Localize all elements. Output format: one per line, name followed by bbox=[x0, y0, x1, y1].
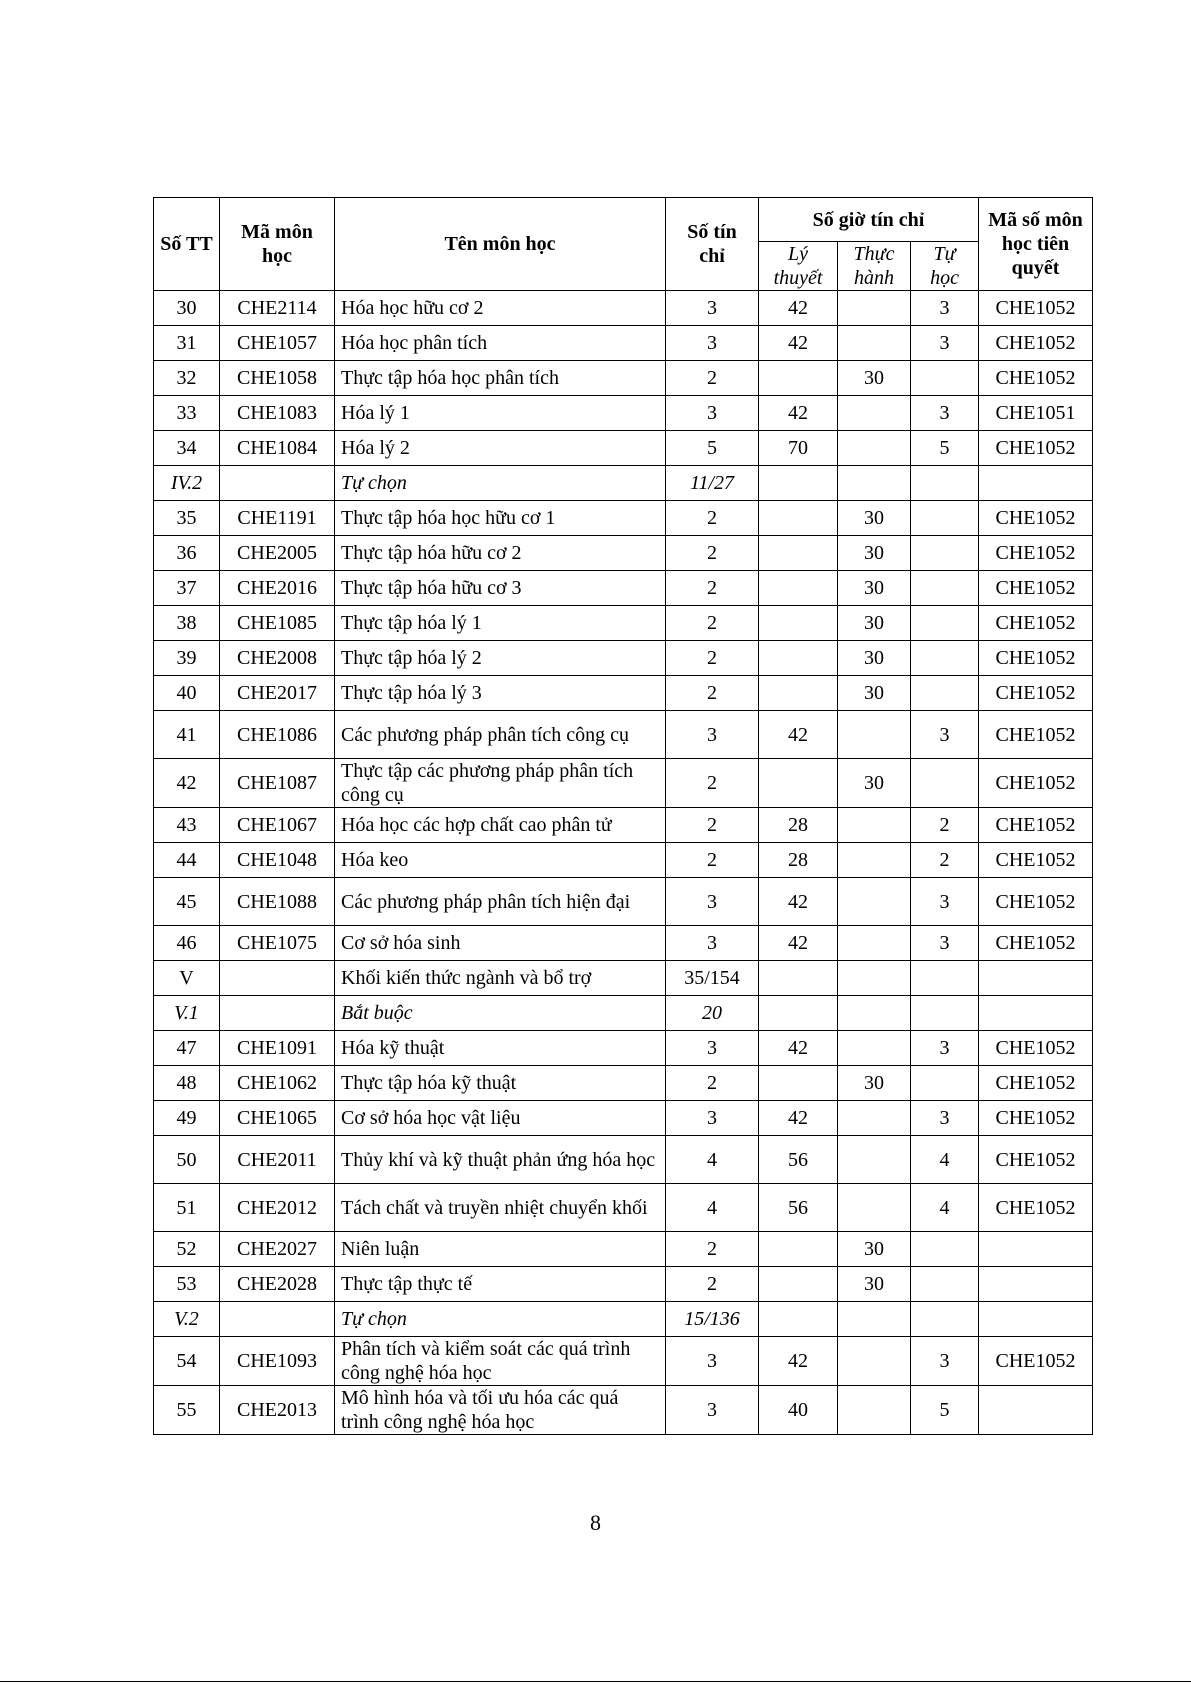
table-row bbox=[154, 878, 1093, 926]
table-row bbox=[154, 1101, 1093, 1136]
table-row bbox=[154, 1232, 1093, 1267]
cell-stt: 46 bbox=[154, 926, 220, 961]
cell-stt: 34 bbox=[154, 431, 220, 466]
cell-practice: 30 bbox=[838, 759, 911, 808]
cell-code: CHE1083 bbox=[220, 396, 335, 431]
cell-prereq: CHE1052 bbox=[979, 1031, 1093, 1066]
cell-stt: 54 bbox=[154, 1337, 220, 1386]
cell-name: Thực tập các phương pháp phân tích công cụ bbox=[335, 759, 666, 808]
cell-prereq: CHE1052 bbox=[979, 1184, 1093, 1232]
cell-name: Thực tập hóa kỹ thuật bbox=[335, 1066, 666, 1101]
cell-code: CHE1087 bbox=[220, 759, 335, 808]
cell-name: Hóa kỹ thuật bbox=[335, 1031, 666, 1066]
cell-practice bbox=[838, 396, 911, 431]
cell-code: CHE2016 bbox=[220, 571, 335, 606]
cell-practice bbox=[838, 711, 911, 759]
cell-code: CHE2013 bbox=[220, 1386, 335, 1435]
cell-stt: 40 bbox=[154, 676, 220, 711]
cell-credits: 2 bbox=[666, 1066, 759, 1101]
cell-practice bbox=[838, 996, 911, 1031]
cell-practice bbox=[838, 1101, 911, 1136]
cell-self-study: 3 bbox=[911, 1031, 979, 1066]
cell-name: Hóa học các hợp chất cao phân tử bbox=[335, 808, 666, 843]
cell-self-study bbox=[911, 571, 979, 606]
cell-code: CHE2011 bbox=[220, 1136, 335, 1184]
cell-theory: 42 bbox=[759, 878, 838, 926]
table-row bbox=[154, 501, 1093, 536]
cell-prereq: CHE1052 bbox=[979, 878, 1093, 926]
table-row bbox=[154, 606, 1093, 641]
cell-name: Khối kiến thức ngành và bổ trợ bbox=[335, 961, 666, 996]
table-row bbox=[154, 326, 1093, 361]
cell-stt: 41 bbox=[154, 711, 220, 759]
cell-prereq bbox=[979, 961, 1093, 996]
cell-name: Phân tích và kiểm soát các quá trình công nghệ hóa học bbox=[335, 1337, 666, 1386]
cell-self-study: 5 bbox=[911, 431, 979, 466]
cell-theory bbox=[759, 641, 838, 676]
cell-self-study bbox=[911, 1302, 979, 1337]
cell-self-study bbox=[911, 1232, 979, 1267]
cell-practice: 30 bbox=[838, 501, 911, 536]
table-row bbox=[154, 431, 1093, 466]
cell-theory bbox=[759, 1302, 838, 1337]
cell-self-study bbox=[911, 996, 979, 1031]
cell-code: CHE1067 bbox=[220, 808, 335, 843]
cell-prereq bbox=[979, 466, 1093, 501]
section-row bbox=[154, 1302, 1093, 1337]
section-row bbox=[154, 466, 1093, 501]
cell-name: Thực tập hóa hữu cơ 3 bbox=[335, 571, 666, 606]
cell-practice: 30 bbox=[838, 606, 911, 641]
cell-self-study: 3 bbox=[911, 1337, 979, 1386]
table-row bbox=[154, 536, 1093, 571]
cell-name: Cơ sở hóa học vật liệu bbox=[335, 1101, 666, 1136]
cell-credits: 2 bbox=[666, 536, 759, 571]
cell-practice: 30 bbox=[838, 1066, 911, 1101]
cell-theory: 42 bbox=[759, 326, 838, 361]
page-number: 8 bbox=[590, 1510, 601, 1535]
cell-stt: 49 bbox=[154, 1101, 220, 1136]
cell-self-study: 2 bbox=[911, 808, 979, 843]
cell-code: CHE1048 bbox=[220, 843, 335, 878]
cell-stt: 48 bbox=[154, 1066, 220, 1101]
cell-prereq: CHE1052 bbox=[979, 843, 1093, 878]
table-row bbox=[154, 291, 1093, 326]
cell-stt: 42 bbox=[154, 759, 220, 808]
table-row bbox=[154, 676, 1093, 711]
cell-code bbox=[220, 1302, 335, 1337]
table-row bbox=[154, 1337, 1093, 1386]
cell-name: Hóa keo bbox=[335, 843, 666, 878]
cell-prereq: CHE1052 bbox=[979, 606, 1093, 641]
cell-theory bbox=[759, 361, 838, 396]
cell-credits: 35/154 bbox=[666, 961, 759, 996]
cell-self-study: 3 bbox=[911, 291, 979, 326]
cell-theory: 42 bbox=[759, 291, 838, 326]
cell-practice bbox=[838, 291, 911, 326]
cell-self-study bbox=[911, 606, 979, 641]
cell-self-study bbox=[911, 676, 979, 711]
cell-stt: 55 bbox=[154, 1386, 220, 1435]
cell-practice bbox=[838, 1184, 911, 1232]
cell-theory bbox=[759, 501, 838, 536]
cell-stt: IV.2 bbox=[154, 466, 220, 501]
cell-practice bbox=[838, 1031, 911, 1066]
cell-prereq: CHE1051 bbox=[979, 396, 1093, 431]
cell-practice: 30 bbox=[838, 1267, 911, 1302]
cell-prereq: CHE1052 bbox=[979, 1337, 1093, 1386]
cell-stt: 43 bbox=[154, 808, 220, 843]
cell-code bbox=[220, 996, 335, 1031]
cell-credits: 2 bbox=[666, 676, 759, 711]
cell-code: CHE2008 bbox=[220, 641, 335, 676]
cell-credits: 2 bbox=[666, 1267, 759, 1302]
cell-credits: 3 bbox=[666, 1337, 759, 1386]
cell-name: Thực tập hóa lý 1 bbox=[335, 606, 666, 641]
table-row bbox=[154, 1066, 1093, 1101]
cell-code: CHE1062 bbox=[220, 1066, 335, 1101]
cell-prereq: CHE1052 bbox=[979, 536, 1093, 571]
cell-code: CHE1086 bbox=[220, 711, 335, 759]
cell-theory bbox=[759, 961, 838, 996]
header-prereq: Mã số môn học tiên quyết bbox=[979, 198, 1093, 291]
cell-practice bbox=[838, 1136, 911, 1184]
cell-prereq: CHE1052 bbox=[979, 1066, 1093, 1101]
cell-theory bbox=[759, 606, 838, 641]
cell-code: CHE1065 bbox=[220, 1101, 335, 1136]
cell-self-study bbox=[911, 1267, 979, 1302]
cell-prereq: CHE1052 bbox=[979, 1101, 1093, 1136]
cell-prereq bbox=[979, 1386, 1093, 1435]
cell-name: Thực tập hóa học hữu cơ 1 bbox=[335, 501, 666, 536]
table-row bbox=[154, 843, 1093, 878]
cell-credits: 3 bbox=[666, 1031, 759, 1066]
cell-name: Bắt buộc bbox=[335, 996, 666, 1031]
cell-theory: 42 bbox=[759, 1101, 838, 1136]
table-row bbox=[154, 759, 1093, 808]
cell-stt: 36 bbox=[154, 536, 220, 571]
cell-self-study bbox=[911, 466, 979, 501]
cell-name: Tự chọn bbox=[335, 1302, 666, 1337]
cell-code: CHE1093 bbox=[220, 1337, 335, 1386]
cell-prereq: CHE1052 bbox=[979, 501, 1093, 536]
cell-theory: 70 bbox=[759, 431, 838, 466]
cell-self-study bbox=[911, 961, 979, 996]
cell-theory: 40 bbox=[759, 1386, 838, 1435]
cell-code: CHE2028 bbox=[220, 1267, 335, 1302]
cell-prereq: CHE1052 bbox=[979, 291, 1093, 326]
cell-self-study: 5 bbox=[911, 1386, 979, 1435]
cell-prereq: CHE1052 bbox=[979, 676, 1093, 711]
cell-theory bbox=[759, 466, 838, 501]
cell-prereq: CHE1052 bbox=[979, 926, 1093, 961]
cell-name: Các phương pháp phân tích hiện đại bbox=[335, 878, 666, 926]
cell-theory bbox=[759, 1267, 838, 1302]
cell-code: CHE1058 bbox=[220, 361, 335, 396]
cell-prereq bbox=[979, 1302, 1093, 1337]
cell-practice bbox=[838, 431, 911, 466]
table-row bbox=[154, 361, 1093, 396]
cell-name: Thực tập hóa học phân tích bbox=[335, 361, 666, 396]
cell-credits: 3 bbox=[666, 711, 759, 759]
cell-name: Hóa lý 2 bbox=[335, 431, 666, 466]
header-hours-group: Số giờ tín chỉ bbox=[759, 198, 979, 242]
cell-self-study: 3 bbox=[911, 711, 979, 759]
cell-credits: 2 bbox=[666, 361, 759, 396]
cell-prereq bbox=[979, 1267, 1093, 1302]
cell-code bbox=[220, 961, 335, 996]
cell-self-study bbox=[911, 501, 979, 536]
header-credits: Số tín chỉ bbox=[666, 198, 759, 291]
cell-practice bbox=[838, 843, 911, 878]
cell-practice: 30 bbox=[838, 571, 911, 606]
cell-name: Thực tập hóa lý 2 bbox=[335, 641, 666, 676]
header-stt: Số TT bbox=[154, 198, 220, 291]
cell-practice bbox=[838, 326, 911, 361]
header-name: Tên môn học bbox=[335, 198, 666, 291]
cell-practice bbox=[838, 1302, 911, 1337]
header-theory: Lý thuyết bbox=[759, 242, 838, 291]
cell-theory bbox=[759, 1232, 838, 1267]
cell-self-study: 3 bbox=[911, 326, 979, 361]
cell-code: CHE1088 bbox=[220, 878, 335, 926]
cell-credits: 3 bbox=[666, 878, 759, 926]
cell-credits: 20 bbox=[666, 996, 759, 1031]
cell-name: Thủy khí và kỹ thuật phản ứng hóa học bbox=[335, 1136, 666, 1184]
cell-prereq: CHE1052 bbox=[979, 571, 1093, 606]
cell-practice: 30 bbox=[838, 1232, 911, 1267]
cell-stt: 31 bbox=[154, 326, 220, 361]
cell-prereq bbox=[979, 1232, 1093, 1267]
cell-stt: 32 bbox=[154, 361, 220, 396]
cell-prereq: CHE1052 bbox=[979, 431, 1093, 466]
cell-name: Cơ sở hóa sinh bbox=[335, 926, 666, 961]
header-code: Mã môn học bbox=[220, 198, 335, 291]
cell-self-study: 3 bbox=[911, 926, 979, 961]
cell-prereq: CHE1052 bbox=[979, 759, 1093, 808]
cell-stt: 53 bbox=[154, 1267, 220, 1302]
table-row bbox=[154, 1184, 1093, 1232]
table-row bbox=[154, 1136, 1093, 1184]
cell-name: Hóa lý 1 bbox=[335, 396, 666, 431]
cell-code: CHE2027 bbox=[220, 1232, 335, 1267]
cell-practice bbox=[838, 1337, 911, 1386]
cell-practice bbox=[838, 466, 911, 501]
cell-credits: 3 bbox=[666, 326, 759, 361]
cell-credits: 3 bbox=[666, 926, 759, 961]
cell-prereq bbox=[979, 996, 1093, 1031]
cell-prereq: CHE1052 bbox=[979, 641, 1093, 676]
cell-code: CHE2114 bbox=[220, 291, 335, 326]
cell-stt: 52 bbox=[154, 1232, 220, 1267]
cell-self-study bbox=[911, 536, 979, 571]
table-row bbox=[154, 926, 1093, 961]
cell-code: CHE2005 bbox=[220, 536, 335, 571]
cell-stt: 37 bbox=[154, 571, 220, 606]
cell-stt: 33 bbox=[154, 396, 220, 431]
cell-code bbox=[220, 466, 335, 501]
cell-stt: 44 bbox=[154, 843, 220, 878]
cell-practice bbox=[838, 926, 911, 961]
cell-theory: 42 bbox=[759, 926, 838, 961]
cell-stt: 51 bbox=[154, 1184, 220, 1232]
cell-self-study: 3 bbox=[911, 396, 979, 431]
section-row bbox=[154, 961, 1093, 996]
cell-credits: 3 bbox=[666, 291, 759, 326]
cell-credits: 15/136 bbox=[666, 1302, 759, 1337]
cell-self-study bbox=[911, 641, 979, 676]
cell-credits: 2 bbox=[666, 606, 759, 641]
cell-theory bbox=[759, 996, 838, 1031]
cell-self-study: 3 bbox=[911, 878, 979, 926]
cell-stt: 35 bbox=[154, 501, 220, 536]
cell-practice: 30 bbox=[838, 361, 911, 396]
cell-self-study: 4 bbox=[911, 1184, 979, 1232]
cell-theory bbox=[759, 1066, 838, 1101]
cell-credits: 2 bbox=[666, 759, 759, 808]
table-body bbox=[154, 291, 1093, 1435]
cell-credits: 3 bbox=[666, 1101, 759, 1136]
cell-code: CHE2012 bbox=[220, 1184, 335, 1232]
cell-practice: 30 bbox=[838, 536, 911, 571]
cell-theory: 42 bbox=[759, 711, 838, 759]
cell-code: CHE1057 bbox=[220, 326, 335, 361]
header-self-study: Tự học bbox=[911, 242, 979, 291]
cell-theory bbox=[759, 571, 838, 606]
cell-credits: 3 bbox=[666, 1386, 759, 1435]
cell-name: Tách chất và truyền nhiệt chuyển khối bbox=[335, 1184, 666, 1232]
table-row bbox=[154, 396, 1093, 431]
cell-name: Thực tập hóa hữu cơ 2 bbox=[335, 536, 666, 571]
cell-theory: 56 bbox=[759, 1136, 838, 1184]
cell-credits: 5 bbox=[666, 431, 759, 466]
cell-code: CHE1084 bbox=[220, 431, 335, 466]
cell-stt: 47 bbox=[154, 1031, 220, 1066]
cell-theory: 42 bbox=[759, 1337, 838, 1386]
cell-name: Các phương pháp phân tích công cụ bbox=[335, 711, 666, 759]
cell-theory: 42 bbox=[759, 396, 838, 431]
cell-stt: 38 bbox=[154, 606, 220, 641]
cell-theory: 56 bbox=[759, 1184, 838, 1232]
cell-name: Hóa học phân tích bbox=[335, 326, 666, 361]
cell-prereq: CHE1052 bbox=[979, 361, 1093, 396]
table-row bbox=[154, 808, 1093, 843]
cell-self-study: 4 bbox=[911, 1136, 979, 1184]
table-row bbox=[154, 571, 1093, 606]
cell-credits: 11/27 bbox=[666, 466, 759, 501]
cell-credits: 2 bbox=[666, 501, 759, 536]
cell-credits: 2 bbox=[666, 808, 759, 843]
cell-theory: 28 bbox=[759, 808, 838, 843]
cell-prereq: CHE1052 bbox=[979, 808, 1093, 843]
cell-self-study bbox=[911, 1066, 979, 1101]
cell-stt: V.2 bbox=[154, 1302, 220, 1337]
cell-prereq: CHE1052 bbox=[979, 711, 1093, 759]
cell-self-study: 2 bbox=[911, 843, 979, 878]
table-row bbox=[154, 641, 1093, 676]
table-row bbox=[154, 1386, 1093, 1435]
cell-theory bbox=[759, 759, 838, 808]
header-practice: Thực hành bbox=[838, 242, 911, 291]
curriculum-table bbox=[153, 197, 1093, 1435]
cell-code: CHE1085 bbox=[220, 606, 335, 641]
cell-prereq: CHE1052 bbox=[979, 1136, 1093, 1184]
cell-name: Niên luận bbox=[335, 1232, 666, 1267]
cell-theory bbox=[759, 676, 838, 711]
cell-self-study: 3 bbox=[911, 1101, 979, 1136]
cell-credits: 4 bbox=[666, 1136, 759, 1184]
cell-practice bbox=[838, 1386, 911, 1435]
cell-practice bbox=[838, 878, 911, 926]
cell-name: Tự chọn bbox=[335, 466, 666, 501]
cell-name: Thực tập hóa lý 3 bbox=[335, 676, 666, 711]
cell-credits: 2 bbox=[666, 641, 759, 676]
cell-stt: 45 bbox=[154, 878, 220, 926]
cell-stt: 50 bbox=[154, 1136, 220, 1184]
cell-practice: 30 bbox=[838, 676, 911, 711]
cell-self-study bbox=[911, 361, 979, 396]
table-row bbox=[154, 1267, 1093, 1302]
cell-name: Mô hình hóa và tối ưu hóa các quá trình công nghệ hóa học bbox=[335, 1386, 666, 1435]
cell-credits: 2 bbox=[666, 1232, 759, 1267]
bottom-rule bbox=[0, 1681, 1191, 1682]
cell-name: Hóa học hữu cơ 2 bbox=[335, 291, 666, 326]
cell-code: CHE1075 bbox=[220, 926, 335, 961]
cell-practice bbox=[838, 808, 911, 843]
table-row bbox=[154, 1031, 1093, 1066]
cell-theory: 28 bbox=[759, 843, 838, 878]
cell-code: CHE2017 bbox=[220, 676, 335, 711]
cell-credits: 3 bbox=[666, 396, 759, 431]
cell-stt: V bbox=[154, 961, 220, 996]
cell-stt: 30 bbox=[154, 291, 220, 326]
cell-code: CHE1091 bbox=[220, 1031, 335, 1066]
cell-credits: 2 bbox=[666, 843, 759, 878]
cell-name: Thực tập thực tế bbox=[335, 1267, 666, 1302]
cell-prereq: CHE1052 bbox=[979, 326, 1093, 361]
cell-practice bbox=[838, 961, 911, 996]
cell-theory: 42 bbox=[759, 1031, 838, 1066]
cell-credits: 2 bbox=[666, 571, 759, 606]
cell-theory bbox=[759, 536, 838, 571]
cell-practice: 30 bbox=[838, 641, 911, 676]
cell-self-study bbox=[911, 759, 979, 808]
cell-credits: 4 bbox=[666, 1184, 759, 1232]
cell-code: CHE1191 bbox=[220, 501, 335, 536]
cell-stt: 39 bbox=[154, 641, 220, 676]
section-row bbox=[154, 996, 1093, 1031]
cell-stt: V.1 bbox=[154, 996, 220, 1031]
table-row bbox=[154, 711, 1093, 759]
